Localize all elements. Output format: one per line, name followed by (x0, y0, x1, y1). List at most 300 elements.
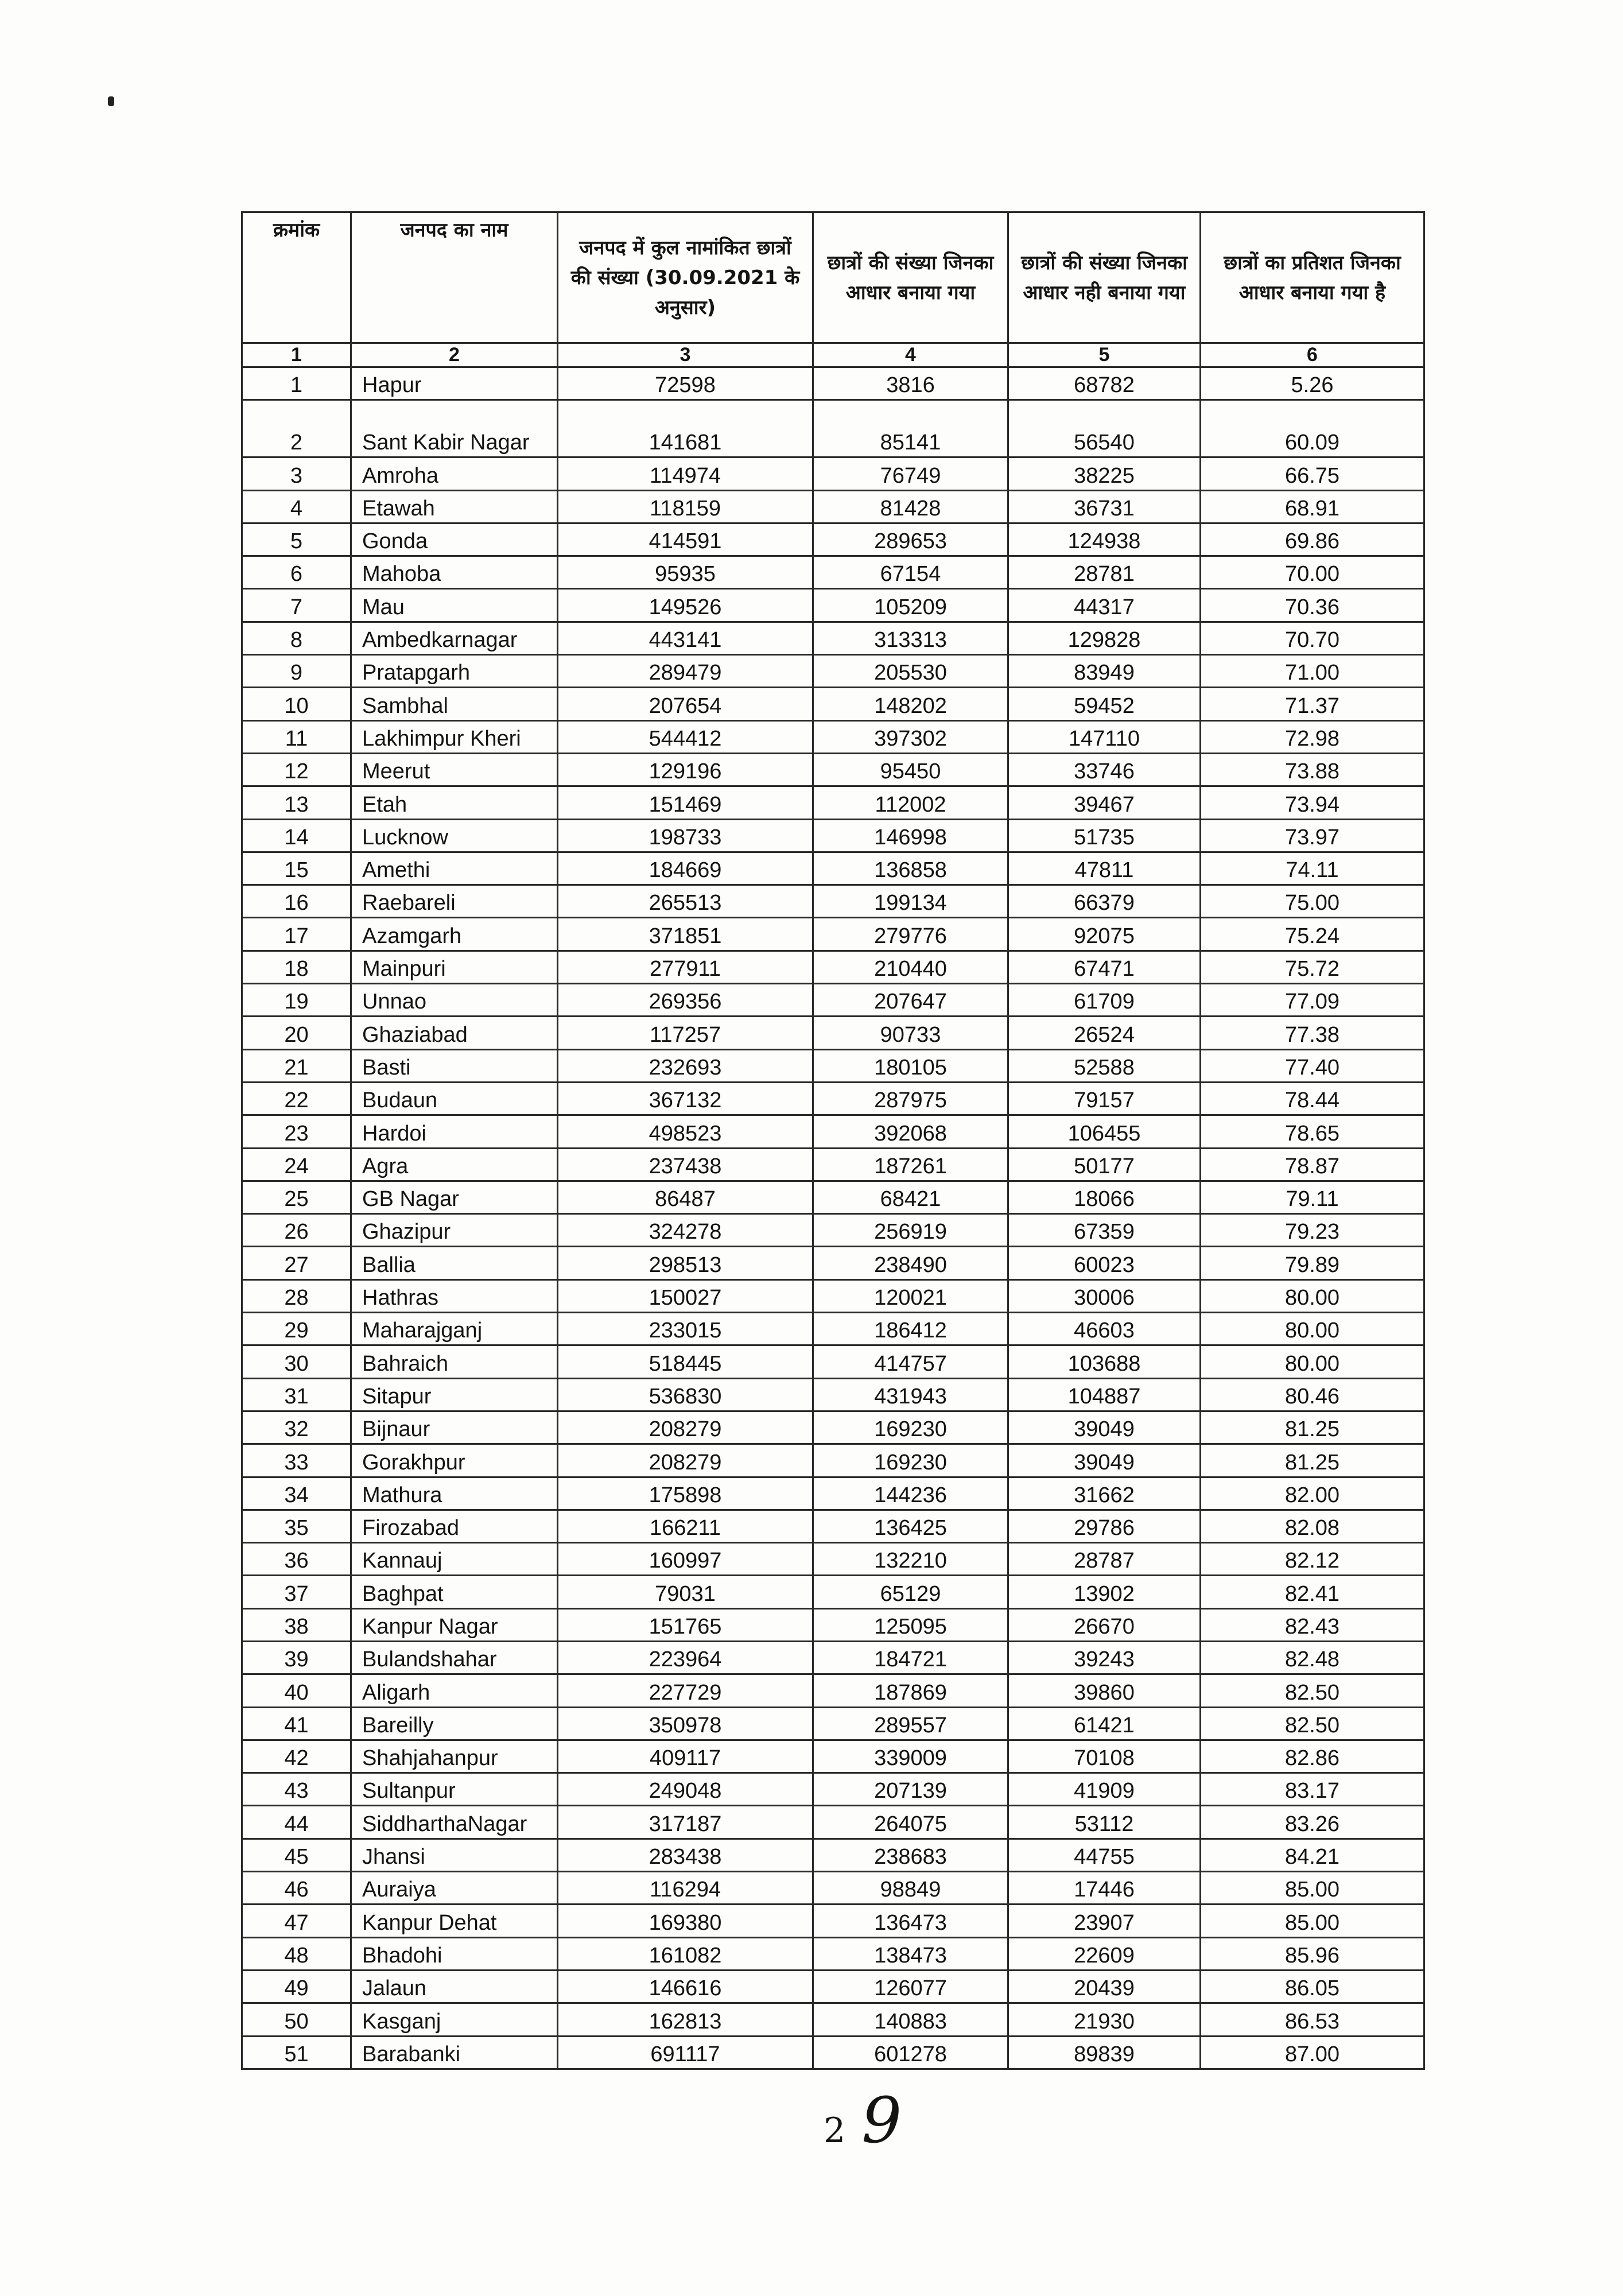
cell-district: Sambhal (351, 688, 558, 720)
cell-total-enrolled: 367132 (558, 1082, 813, 1115)
table-row (242, 885, 1424, 918)
cell-percent-made: 70.70 (1201, 622, 1424, 654)
header-aadhaar-made: छात्रों की संख्या जिनका आधार बनाया गया (813, 212, 1008, 343)
cell-district: Ghazipur (351, 1214, 558, 1247)
cell-percent-made: 87.00 (1201, 2036, 1424, 2069)
cell-aadhaar-not-made: 61421 (1008, 1707, 1201, 1740)
cell-percent-made: 74.11 (1201, 852, 1424, 885)
cell-aadhaar-made: 65129 (813, 1576, 1008, 1608)
cell-aadhaar-made: 68421 (813, 1181, 1008, 1213)
cell-aadhaar-not-made: 33746 (1008, 753, 1201, 786)
cell-total-enrolled: 72598 (558, 367, 813, 400)
cell-total-enrolled: 198733 (558, 819, 813, 852)
header-district: जनपद का नाम (351, 212, 558, 343)
cell-percent-made: 71.37 (1201, 688, 1424, 720)
cell-serial: 21 (242, 1049, 351, 1082)
table-row (242, 490, 1424, 523)
cell-aadhaar-made: 90733 (813, 1017, 1008, 1049)
cell-aadhaar-not-made: 70108 (1008, 1740, 1201, 1773)
cell-district: Jhansi (351, 1839, 558, 1871)
cell-serial: 29 (242, 1313, 351, 1345)
cell-serial: 34 (242, 1477, 351, 1510)
table-row (242, 1970, 1424, 2003)
table-row (242, 1806, 1424, 1839)
cell-serial: 3 (242, 457, 351, 490)
cell-serial: 37 (242, 1576, 351, 1608)
table-row (242, 1411, 1424, 1444)
cell-percent-made: 80.00 (1201, 1313, 1424, 1345)
cell-total-enrolled: 265513 (558, 885, 813, 918)
cell-serial: 51 (242, 2036, 351, 2069)
cell-serial: 23 (242, 1115, 351, 1148)
table-row (242, 622, 1424, 654)
cell-district: Firozabad (351, 1510, 558, 1542)
cell-aadhaar-not-made: 67471 (1008, 951, 1201, 983)
cell-aadhaar-not-made: 29786 (1008, 1510, 1201, 1542)
page-number (824, 2084, 902, 2157)
cell-aadhaar-not-made: 129828 (1008, 622, 1201, 654)
cell-total-enrolled: 208279 (558, 1411, 813, 1444)
cell-aadhaar-not-made: 23907 (1008, 1905, 1201, 1937)
cell-aadhaar-made: 132210 (813, 1543, 1008, 1576)
page-number-left: 2 (824, 2111, 846, 2151)
column-number: 2 (351, 343, 558, 367)
cell-district: Bareilly (351, 1707, 558, 1740)
header-aadhaar-not-made: छात्रों की संख्या जिनका आधार नही बनाया गया (1008, 212, 1201, 343)
cell-total-enrolled: 150027 (558, 1279, 813, 1312)
cell-district: Shahjahanpur (351, 1740, 558, 1773)
cell-serial: 33 (242, 1444, 351, 1477)
cell-aadhaar-not-made: 61709 (1008, 984, 1201, 1017)
cell-district: Jalaun (351, 1970, 558, 2003)
cell-total-enrolled: 317187 (558, 1806, 813, 1839)
cell-aadhaar-made: 397302 (813, 720, 1008, 753)
cell-percent-made: 60.09 (1201, 400, 1424, 457)
cell-aadhaar-made: 169230 (813, 1444, 1008, 1477)
cell-percent-made: 79.11 (1201, 1181, 1424, 1213)
cell-district: Hardoi (351, 1115, 558, 1148)
cell-aadhaar-not-made: 44755 (1008, 1839, 1201, 1871)
cell-percent-made: 80.00 (1201, 1279, 1424, 1312)
cell-aadhaar-not-made: 66379 (1008, 885, 1201, 918)
cell-aadhaar-made: 184721 (813, 1641, 1008, 1674)
table-row (242, 1049, 1424, 1082)
cell-percent-made: 72.98 (1201, 720, 1424, 753)
cell-aadhaar-made: 85141 (813, 400, 1008, 457)
cell-total-enrolled: 79031 (558, 1576, 813, 1608)
cell-percent-made: 77.40 (1201, 1049, 1424, 1082)
cell-serial: 41 (242, 1707, 351, 1740)
cell-total-enrolled: 118159 (558, 490, 813, 523)
cell-aadhaar-not-made: 36731 (1008, 490, 1201, 523)
cell-aadhaar-made: 210440 (813, 951, 1008, 983)
column-number: 5 (1008, 343, 1201, 367)
cell-total-enrolled: 691117 (558, 2036, 813, 2069)
cell-serial: 14 (242, 819, 351, 852)
cell-aadhaar-not-made: 147110 (1008, 720, 1201, 753)
table-row (242, 984, 1424, 1017)
cell-aadhaar-made: 98849 (813, 1872, 1008, 1905)
cell-percent-made: 78.65 (1201, 1115, 1424, 1148)
cell-percent-made: 85.96 (1201, 1937, 1424, 1970)
cell-serial: 11 (242, 720, 351, 753)
cell-aadhaar-made: 146998 (813, 819, 1008, 852)
cell-aadhaar-made: 105209 (813, 589, 1008, 622)
table-row (242, 1576, 1424, 1608)
column-number: 1 (242, 343, 351, 367)
cell-total-enrolled: 443141 (558, 622, 813, 654)
cell-serial: 19 (242, 984, 351, 1017)
table-body (242, 367, 1424, 2069)
cell-serial: 47 (242, 1905, 351, 1937)
cell-district: Ballia (351, 1247, 558, 1279)
cell-percent-made: 85.00 (1201, 1905, 1424, 1937)
cell-aadhaar-made: 148202 (813, 688, 1008, 720)
table-row (242, 1378, 1424, 1411)
cell-aadhaar-made: 136425 (813, 1510, 1008, 1542)
cell-district: Baghpat (351, 1576, 558, 1608)
header-percent-made: छात्रों का प्रतिशत जिनका आधार बनाया गया है (1201, 212, 1424, 343)
cell-district: Hathras (351, 1279, 558, 1312)
cell-district: Amethi (351, 852, 558, 885)
cell-total-enrolled: 208279 (558, 1444, 813, 1477)
cell-serial: 8 (242, 622, 351, 654)
cell-total-enrolled: 117257 (558, 1017, 813, 1049)
cell-aadhaar-not-made: 20439 (1008, 1970, 1201, 2003)
cell-district: SiddharthaNagar (351, 1806, 558, 1839)
cell-percent-made: 80.46 (1201, 1378, 1424, 1411)
table-row (242, 1872, 1424, 1905)
cell-serial: 7 (242, 589, 351, 622)
stray-mark (108, 96, 114, 106)
cell-aadhaar-not-made: 50177 (1008, 1148, 1201, 1181)
cell-serial: 43 (242, 1773, 351, 1806)
cell-serial: 28 (242, 1279, 351, 1312)
table-row (242, 1608, 1424, 1641)
cell-aadhaar-not-made: 44317 (1008, 589, 1201, 622)
table-row (242, 1839, 1424, 1871)
cell-percent-made: 69.86 (1201, 523, 1424, 556)
cell-total-enrolled: 324278 (558, 1214, 813, 1247)
cell-district: Ambedkarnagar (351, 622, 558, 654)
cell-percent-made: 82.48 (1201, 1641, 1424, 1674)
cell-total-enrolled: 207654 (558, 688, 813, 720)
header-total-enrolled: जनपद में कुल नामांकित छात्रों की संख्या (30.09.2021 के अनुसार) (558, 212, 813, 343)
table-row (242, 688, 1424, 720)
cell-total-enrolled: 277911 (558, 951, 813, 983)
cell-aadhaar-not-made: 46603 (1008, 1313, 1201, 1345)
cell-aadhaar-made: 140883 (813, 2003, 1008, 2036)
cell-aadhaar-not-made: 59452 (1008, 688, 1201, 720)
cell-percent-made: 78.87 (1201, 1148, 1424, 1181)
table-header (242, 212, 1424, 367)
cell-aadhaar-made: 256919 (813, 1214, 1008, 1247)
cell-total-enrolled: 350978 (558, 1707, 813, 1740)
cell-aadhaar-not-made: 67359 (1008, 1214, 1201, 1247)
cell-district: Bahraich (351, 1345, 558, 1378)
cell-district: Auraiya (351, 1872, 558, 1905)
cell-aadhaar-not-made: 26524 (1008, 1017, 1201, 1049)
cell-total-enrolled: 536830 (558, 1378, 813, 1411)
cell-district: Mahoba (351, 556, 558, 589)
table-row (242, 655, 1424, 688)
table-row (242, 1477, 1424, 1510)
cell-aadhaar-made: 95450 (813, 753, 1008, 786)
table-row (242, 720, 1424, 753)
cell-total-enrolled: 146616 (558, 1970, 813, 2003)
table-row (242, 1115, 1424, 1148)
cell-aadhaar-made: 238490 (813, 1247, 1008, 1279)
table-row (242, 951, 1424, 983)
cell-serial: 50 (242, 2003, 351, 2036)
cell-aadhaar-not-made: 17446 (1008, 1872, 1201, 1905)
cell-aadhaar-not-made: 79157 (1008, 1082, 1201, 1115)
cell-serial: 31 (242, 1378, 351, 1411)
cell-district: Gonda (351, 523, 558, 556)
cell-percent-made: 82.12 (1201, 1543, 1424, 1576)
cell-serial: 24 (242, 1148, 351, 1181)
cell-district: Pratapgarh (351, 655, 558, 688)
cell-aadhaar-not-made: 51735 (1008, 819, 1201, 852)
table-row (242, 1510, 1424, 1542)
cell-total-enrolled: 371851 (558, 918, 813, 951)
cell-total-enrolled: 544412 (558, 720, 813, 753)
cell-aadhaar-not-made: 39049 (1008, 1444, 1201, 1477)
cell-total-enrolled: 289479 (558, 655, 813, 688)
cell-aadhaar-made: 187261 (813, 1148, 1008, 1181)
cell-total-enrolled: 298513 (558, 1247, 813, 1279)
cell-aadhaar-made: 264075 (813, 1806, 1008, 1839)
cell-district: Maharajganj (351, 1313, 558, 1345)
cell-district: Aligarh (351, 1674, 558, 1707)
cell-serial: 45 (242, 1839, 351, 1871)
cell-aadhaar-not-made: 52588 (1008, 1049, 1201, 1082)
cell-aadhaar-made: 76749 (813, 457, 1008, 490)
cell-serial: 13 (242, 786, 351, 819)
cell-aadhaar-made: 144236 (813, 1477, 1008, 1510)
cell-aadhaar-made: 313313 (813, 622, 1008, 654)
cell-serial: 6 (242, 556, 351, 589)
cell-aadhaar-not-made: 31662 (1008, 1477, 1201, 1510)
cell-total-enrolled: 141681 (558, 400, 813, 457)
table-row (242, 1543, 1424, 1576)
cell-total-enrolled: 161082 (558, 1937, 813, 1970)
cell-serial: 1 (242, 367, 351, 400)
cell-percent-made: 83.17 (1201, 1773, 1424, 1806)
cell-aadhaar-made: 169230 (813, 1411, 1008, 1444)
header-serial: क्रमांक (242, 212, 351, 343)
cell-district: Agra (351, 1148, 558, 1181)
cell-district: Basti (351, 1049, 558, 1082)
cell-aadhaar-not-made: 26670 (1008, 1608, 1201, 1641)
table-row (242, 589, 1424, 622)
cell-aadhaar-not-made: 39243 (1008, 1641, 1201, 1674)
table-row (242, 1773, 1424, 1806)
cell-aadhaar-made: 138473 (813, 1937, 1008, 1970)
table-row (242, 819, 1424, 852)
cell-aadhaar-made: 414757 (813, 1345, 1008, 1378)
cell-total-enrolled: 184669 (558, 852, 813, 885)
cell-aadhaar-made: 279776 (813, 918, 1008, 951)
cell-aadhaar-not-made: 38225 (1008, 457, 1201, 490)
cell-aadhaar-made: 136473 (813, 1905, 1008, 1937)
table-row (242, 786, 1424, 819)
cell-aadhaar-not-made: 124938 (1008, 523, 1201, 556)
cell-serial: 49 (242, 1970, 351, 2003)
cell-serial: 32 (242, 1411, 351, 1444)
table-row (242, 1313, 1424, 1345)
cell-aadhaar-made: 126077 (813, 1970, 1008, 2003)
cell-aadhaar-not-made: 103688 (1008, 1345, 1201, 1378)
cell-district: Hapur (351, 367, 558, 400)
cell-aadhaar-made: 180105 (813, 1049, 1008, 1082)
table-row (242, 1017, 1424, 1049)
cell-percent-made: 75.72 (1201, 951, 1424, 983)
cell-district: Ghaziabad (351, 1017, 558, 1049)
table-row (242, 2003, 1424, 2036)
cell-percent-made: 82.50 (1201, 1707, 1424, 1740)
cell-percent-made: 82.41 (1201, 1576, 1424, 1608)
cell-percent-made: 83.26 (1201, 1806, 1424, 1839)
cell-total-enrolled: 86487 (558, 1181, 813, 1213)
cell-aadhaar-not-made: 83949 (1008, 655, 1201, 688)
cell-percent-made: 77.38 (1201, 1017, 1424, 1049)
cell-serial: 9 (242, 655, 351, 688)
table-row (242, 1345, 1424, 1378)
cell-district: Etawah (351, 490, 558, 523)
cell-total-enrolled: 169380 (558, 1905, 813, 1937)
table-row (242, 1279, 1424, 1312)
cell-aadhaar-not-made: 39049 (1008, 1411, 1201, 1444)
cell-serial: 39 (242, 1641, 351, 1674)
cell-aadhaar-made: 207647 (813, 984, 1008, 1017)
table-row (242, 1707, 1424, 1740)
cell-percent-made: 75.24 (1201, 918, 1424, 951)
cell-aadhaar-made: 112002 (813, 786, 1008, 819)
cell-aadhaar-not-made: 21930 (1008, 2003, 1201, 2036)
cell-aadhaar-not-made: 22609 (1008, 1937, 1201, 1970)
cell-aadhaar-not-made: 92075 (1008, 918, 1201, 951)
cell-total-enrolled: 116294 (558, 1872, 813, 1905)
cell-percent-made: 86.53 (1201, 2003, 1424, 2036)
cell-total-enrolled: 151765 (558, 1608, 813, 1641)
cell-total-enrolled: 283438 (558, 1839, 813, 1871)
cell-aadhaar-made: 238683 (813, 1839, 1008, 1871)
cell-aadhaar-not-made: 104887 (1008, 1378, 1201, 1411)
cell-aadhaar-not-made: 28781 (1008, 556, 1201, 589)
cell-aadhaar-made: 601278 (813, 2036, 1008, 2069)
cell-total-enrolled: 95935 (558, 556, 813, 589)
cell-serial: 12 (242, 753, 351, 786)
cell-serial: 42 (242, 1740, 351, 1773)
cell-district: Kannauj (351, 1543, 558, 1576)
cell-serial: 27 (242, 1247, 351, 1279)
cell-percent-made: 82.00 (1201, 1477, 1424, 1510)
column-number: 4 (813, 343, 1008, 367)
table-row (242, 1214, 1424, 1247)
cell-total-enrolled: 166211 (558, 1510, 813, 1542)
cell-aadhaar-not-made: 106455 (1008, 1115, 1201, 1148)
cell-serial: 20 (242, 1017, 351, 1049)
column-number: 6 (1201, 343, 1424, 367)
cell-percent-made: 81.25 (1201, 1444, 1424, 1477)
cell-serial: 48 (242, 1937, 351, 1970)
table-row (242, 457, 1424, 490)
cell-district: Mau (351, 589, 558, 622)
cell-aadhaar-made: 287975 (813, 1082, 1008, 1115)
cell-aadhaar-not-made: 68782 (1008, 367, 1201, 400)
cell-aadhaar-made: 392068 (813, 1115, 1008, 1148)
cell-aadhaar-not-made: 18066 (1008, 1181, 1201, 1213)
cell-total-enrolled: 129196 (558, 753, 813, 786)
table-row (242, 1444, 1424, 1477)
cell-percent-made: 79.89 (1201, 1247, 1424, 1279)
cell-district: Azamgarh (351, 918, 558, 951)
cell-percent-made: 84.21 (1201, 1839, 1424, 1871)
table-row (242, 1905, 1424, 1937)
cell-aadhaar-made: 120021 (813, 1279, 1008, 1312)
cell-district: Bijnaur (351, 1411, 558, 1444)
cell-percent-made: 70.36 (1201, 589, 1424, 622)
cell-aadhaar-made: 186412 (813, 1313, 1008, 1345)
cell-aadhaar-not-made: 13902 (1008, 1576, 1201, 1608)
cell-serial: 44 (242, 1806, 351, 1839)
cell-aadhaar-not-made: 39860 (1008, 1674, 1201, 1707)
cell-district: Sultanpur (351, 1773, 558, 1806)
table-row (242, 1082, 1424, 1115)
cell-district: Unnao (351, 984, 558, 1017)
cell-serial: 46 (242, 1872, 351, 1905)
cell-aadhaar-made: 205530 (813, 655, 1008, 688)
district-aadhaar-table-container (241, 211, 1423, 2070)
cell-district: Meerut (351, 753, 558, 786)
cell-aadhaar-made: 289557 (813, 1707, 1008, 1740)
cell-serial: 38 (242, 1608, 351, 1641)
cell-percent-made: 82.43 (1201, 1608, 1424, 1641)
cell-aadhaar-not-made: 47811 (1008, 852, 1201, 885)
cell-percent-made: 82.08 (1201, 1510, 1424, 1542)
cell-total-enrolled: 414591 (558, 523, 813, 556)
cell-district: Gorakhpur (351, 1444, 558, 1477)
table-row (242, 1740, 1424, 1773)
cell-aadhaar-made: 207139 (813, 1773, 1008, 1806)
cell-district: Budaun (351, 1082, 558, 1115)
cell-percent-made: 80.00 (1201, 1345, 1424, 1378)
cell-serial: 22 (242, 1082, 351, 1115)
cell-total-enrolled: 223964 (558, 1641, 813, 1674)
cell-percent-made: 86.05 (1201, 1970, 1424, 2003)
table-row (242, 556, 1424, 589)
cell-serial: 35 (242, 1510, 351, 1542)
cell-serial: 17 (242, 918, 351, 951)
table-row (242, 1937, 1424, 1970)
header-row (242, 212, 1424, 343)
cell-percent-made: 81.25 (1201, 1411, 1424, 1444)
cell-percent-made: 68.91 (1201, 490, 1424, 523)
cell-aadhaar-not-made: 60023 (1008, 1247, 1201, 1279)
table-row (242, 918, 1424, 951)
table-row (242, 1641, 1424, 1674)
column-number-row (242, 343, 1424, 367)
cell-serial: 10 (242, 688, 351, 720)
cell-percent-made: 82.50 (1201, 1674, 1424, 1707)
cell-aadhaar-made: 136858 (813, 852, 1008, 885)
district-aadhaar-table (241, 211, 1425, 2070)
cell-aadhaar-made: 3816 (813, 367, 1008, 400)
cell-aadhaar-not-made: 39467 (1008, 786, 1201, 819)
cell-percent-made: 82.86 (1201, 1740, 1424, 1773)
cell-serial: 16 (242, 885, 351, 918)
